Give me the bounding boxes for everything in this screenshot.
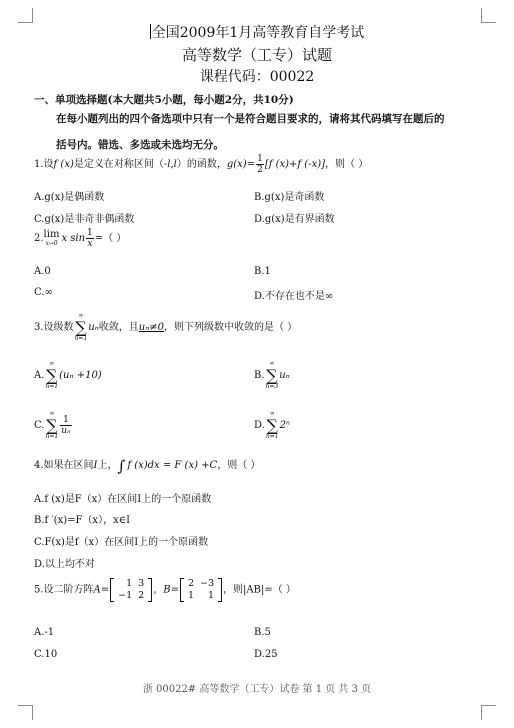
q1-gx-lhs: g(x)=: [226, 159, 256, 170]
exam-title-line2: 高等数学（工专）试题: [181, 46, 332, 64]
crop-mark-top-left: [18, 8, 33, 23]
q3-b-sub: n=3: [265, 383, 279, 390]
question-3-stem: [34, 312, 297, 343]
q3-a-sum: [45, 360, 58, 391]
q3-sum: [75, 312, 88, 343]
matrix-b-cell: 2: [187, 578, 194, 589]
matrix-a-cell: 3: [138, 578, 145, 589]
sigma-symbol: ∑: [46, 366, 58, 385]
instruction-line2: 括号内。错选、多选或未选均无分。: [56, 139, 224, 151]
q3-b-label: B.: [254, 370, 265, 381]
q1-fraction: [256, 154, 264, 175]
q3-term: uₙ: [88, 322, 99, 333]
matrix-a-cell: 2: [138, 590, 145, 601]
q3-b-sum: [266, 360, 279, 391]
q2-frac-num: 1: [87, 228, 93, 238]
crop-mark-top-right: [481, 8, 496, 23]
q2-frac-den: x: [87, 239, 93, 249]
q3-option-d: [254, 410, 290, 441]
q2-limit: [44, 229, 60, 248]
section-heading: 一、单项选择题(本大题共5小题，每小题2分，共10分): [34, 94, 294, 106]
q1-option-b: B.g(x)是奇函数: [254, 192, 325, 203]
q4-interval: I: [93, 460, 98, 471]
q3-c-sum: [45, 410, 58, 441]
q5-b-label: ，B=: [153, 584, 179, 596]
q3-d-sup: ∞: [269, 410, 275, 417]
q1-suffix: ，则（ ）: [325, 159, 369, 170]
matrix-a-cell: −1: [118, 590, 133, 601]
q3-a-sub: n=1: [45, 383, 59, 390]
q2-option-b: B.1: [254, 266, 271, 277]
instruction-line1: 在每小题列出的四个备选项中只有一个是符合题目要求的，请将其代码填写在题后的: [56, 113, 445, 125]
matrix-b-cell: 1: [207, 590, 215, 601]
q1-frac-num: 1: [257, 154, 263, 164]
q1-prefix: 1.设: [34, 159, 54, 170]
q2-option-c: C.∞: [34, 287, 53, 298]
q3-c-sub: n=1: [45, 433, 59, 440]
q2-option-d: D.不存在也不是∞: [254, 291, 334, 302]
q4-expr: f (x)dx = F (x) +C: [127, 460, 218, 471]
q2-prefix: 2.: [34, 233, 44, 244]
q4-mid: 上，: [97, 460, 118, 471]
q2-lim-word: lim: [43, 229, 60, 240]
matrix-b-cell: 1: [187, 590, 194, 601]
crop-mark-bottom-right: [481, 705, 496, 720]
q1-fx: f (x): [53, 159, 74, 170]
q1-mid2: ）的函数，: [176, 159, 227, 170]
q3-a-sup: ∞: [49, 360, 55, 367]
q4-option-d: D.以上均不对: [34, 559, 95, 570]
q4-option-b: B.f ′(x)=F（x），x∈I: [34, 515, 131, 526]
q3-prefix: 3.设级数: [34, 322, 74, 333]
q1-gx-rhs: [f (x)+f (-x)]: [264, 159, 326, 170]
q1-option-c: C.g(x)是非奇非偶函数: [34, 214, 135, 225]
q3-d-expr: 2ⁿ: [279, 420, 290, 431]
q1-frac-den: 2: [257, 165, 263, 175]
q5-option-c: C.10: [34, 649, 58, 660]
question-2-stem: [34, 228, 126, 249]
q1-mid: 是定义在对称区间（: [73, 159, 164, 170]
q4-prefix: 4.如果在区间: [34, 460, 94, 471]
q3-option-c: [34, 410, 73, 441]
q3-suffix: ，则下列级数中收敛的是（ ）: [164, 322, 298, 333]
question-4-stem: [34, 456, 260, 475]
q3-cond: uₙ≠0: [138, 322, 164, 333]
q1-option-a: A.g(x)是偶函数: [34, 192, 105, 203]
crop-mark-bottom-left: [18, 705, 33, 720]
page-footer: 浙 00022# 高等数学（工专）试卷 第 1 页 共 3 页: [142, 684, 372, 695]
q3-c-num: 1: [60, 415, 71, 426]
q3-c-fraction: [60, 415, 71, 436]
q4-suffix: ，则（ ）: [217, 460, 261, 471]
exam-title-text: 全国2009年1月高等教育自学考试: [151, 25, 365, 41]
sigma-symbol: ∑: [46, 416, 58, 435]
q3-c-den: uₙ: [61, 426, 71, 436]
q2-suffix: =（ ）: [94, 233, 127, 244]
sigma-symbol: ∑: [75, 318, 87, 337]
q5-option-d: D.25: [254, 649, 278, 660]
q2-expr: x sin: [61, 233, 86, 244]
matrix-a-cell: 1: [126, 578, 133, 589]
integral-symbol: ∫: [117, 457, 126, 475]
q3-a-expr: (uₙ +10): [59, 370, 102, 381]
q5-option-a: A.-1: [34, 627, 55, 638]
question-5-stem: [34, 578, 296, 602]
q2-lim-under: x→0: [45, 240, 58, 247]
question-1-stem: [34, 154, 368, 175]
q3-d-sub: n=1: [265, 433, 279, 440]
text-cursor: [150, 24, 151, 39]
q3-d-label: D.: [254, 420, 265, 431]
matrix-b: [180, 578, 222, 602]
q5-a-label: A=: [93, 584, 110, 596]
q3-sum-sup: ∞: [78, 312, 84, 319]
matrix-a: [110, 578, 152, 602]
q2-fraction: [86, 228, 94, 249]
exam-title-line1: [0, 22, 514, 42]
sigma-symbol: ∑: [266, 416, 278, 435]
q3-b-expr: uₙ: [279, 370, 290, 381]
q5-suffix: ，则|AB|=（ ）: [223, 584, 296, 596]
q3-a-label: A.: [34, 370, 45, 381]
q3-c-label: C.: [34, 420, 45, 431]
q3-mid: 收敛，且: [98, 322, 139, 333]
q3-option-a: [34, 360, 102, 391]
q4-option-c: C.F(x)是f（x）在区间I上的一个原函数: [34, 537, 209, 548]
q3-b-sup: ∞: [269, 360, 275, 367]
q3-c-sup: ∞: [49, 410, 55, 417]
q2-option-a: A.0: [34, 266, 51, 277]
q3-option-b: [254, 360, 290, 391]
q4-option-a: A.f (x)是F（x）在区间I上的一个原函数: [34, 494, 212, 505]
q3-d-sum: [266, 410, 279, 441]
q3-sum-sub: n=1: [74, 335, 88, 342]
q5-option-b: B.5: [254, 627, 271, 638]
q1-option-d: D.g(x)是有界函数: [254, 214, 335, 225]
course-code: 课程代码：00022: [199, 69, 315, 85]
q5-prefix: 5.设二阶方阵: [34, 584, 94, 596]
matrix-b-cell: −3: [200, 578, 215, 589]
q1-interval: -l,l: [163, 159, 177, 170]
sigma-symbol: ∑: [266, 366, 278, 385]
